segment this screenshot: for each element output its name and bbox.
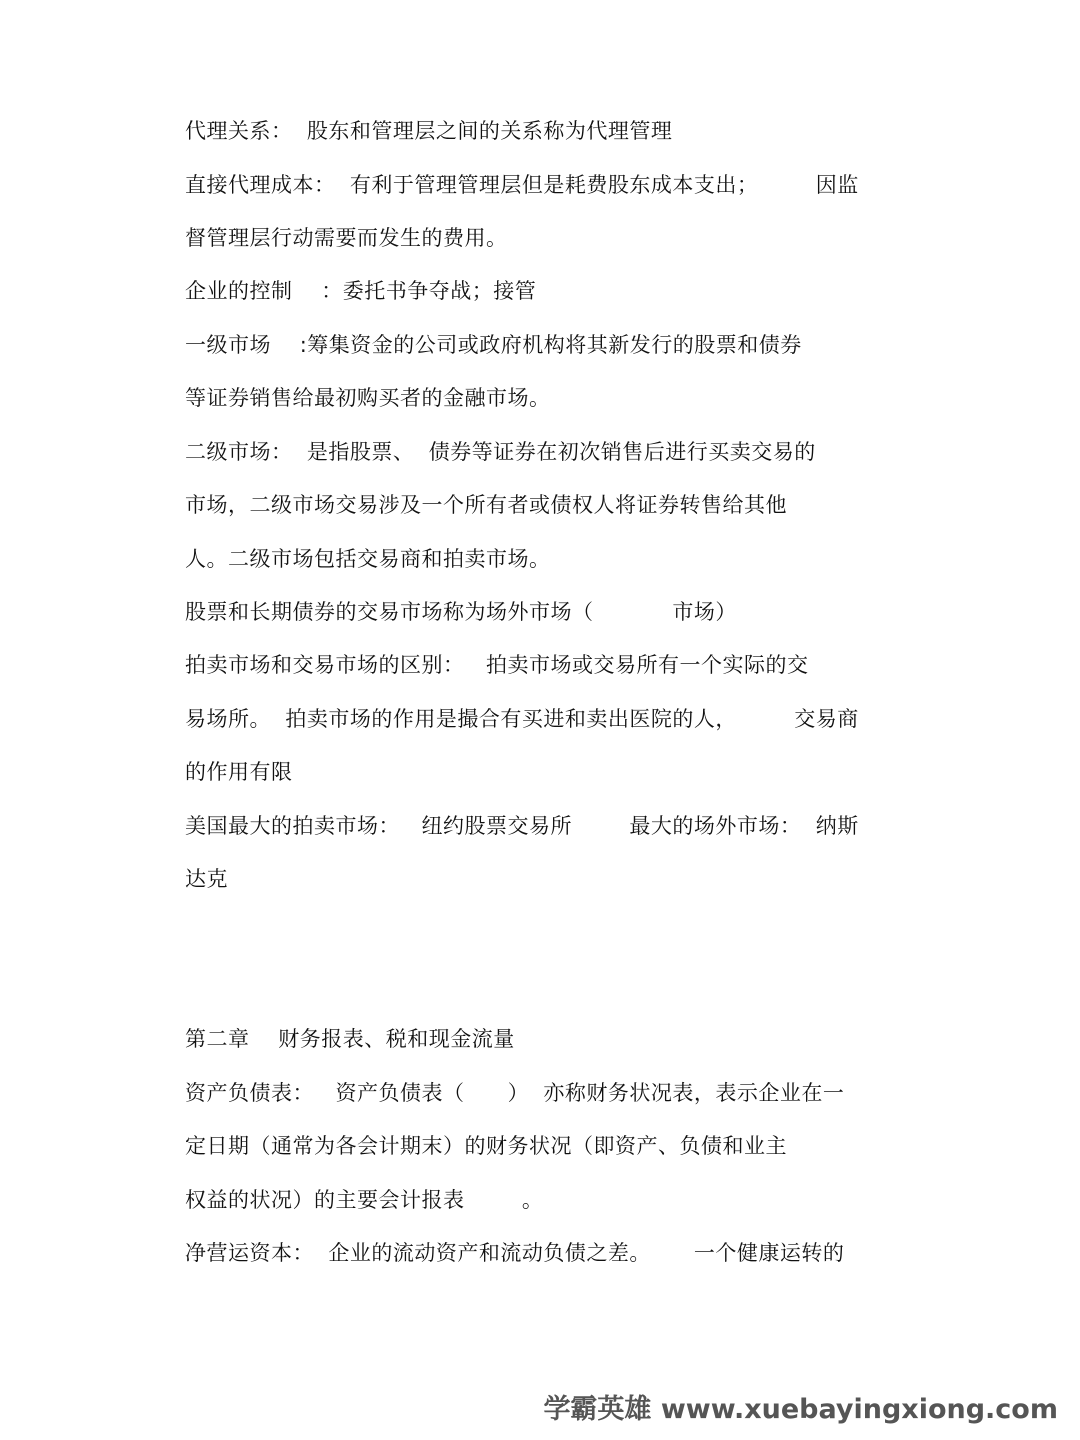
text-line-direct-agency-cost: 直接代理成本： 有利于管理管理层但是耗费股东成本支出； 因监 (185, 173, 859, 197)
text-line-largest-markets: 美国最大的拍卖市场： 纽约股票交易所 最大的场外市场： 纳斯 (185, 814, 859, 838)
text-line-balance-sheet-end: 权益的状况）的主要会计报表 。 (185, 1188, 544, 1212)
watermark-brand: 学霸英雄 (543, 1394, 652, 1425)
chapter-heading: 第二章 财务报表、税和现金流量 (185, 1027, 515, 1051)
text-line-balance-sheet: 资产负债表： 资产负债表（ ） 亦称财务状况表，表示企业在一 (185, 1081, 845, 1105)
text-line-auction-role: 易场所。 拍卖市场的作用是撮合有买进和卖出医院的人， 交易商 (185, 707, 859, 731)
text-line-nasdaq: 达克 (185, 867, 228, 891)
text-line-otc-market: 股票和长期债券的交易市场称为场外市场（ 市场） (185, 600, 737, 624)
text-line-balance-sheet-cont: 定日期（通常为各会计期末）的财务状况（即资产、负债和业主 (185, 1134, 787, 1158)
text-line-net-working-capital: 净营运资本： 企业的流动资产和流动负债之差。 一个健康运转的 (185, 1241, 845, 1265)
text-line-primary-market: 一级市场 :筹集资金的公司或政府机构将其新发行的股票和债券 (185, 333, 802, 357)
text-line-primary-market-cont: 等证券销售给最初购买者的金融市场。 (185, 386, 551, 410)
text-line-monitoring-cost: 督管理层行动需要而发生的费用。 (185, 226, 508, 250)
watermark-url: www.xuebayingxiong.com (660, 1394, 1058, 1425)
text-line-dealer-role: 的作用有限 (185, 760, 293, 784)
text-line-auction-vs-dealer: 拍卖市场和交易市场的区别： 拍卖市场或交易所有一个实际的交 (185, 653, 809, 677)
text-line-corporate-control: 企业的控制 ：委托书争夺战；接管 (185, 279, 537, 303)
watermark-footer (543, 1392, 1058, 1428)
text-line-secondary-market-end: 人。二级市场包括交易商和拍卖市场。 (185, 547, 551, 571)
text-line-agency-relationship: 代理关系： 股东和管理层之间的关系称为代理管理 (185, 119, 673, 143)
text-line-secondary-market: 二级市场： 是指股票、 债券等证券在初次销售后进行买卖交易的 (185, 440, 816, 464)
text-line-secondary-market-cont: 市场，二级市场交易涉及一个所有者或债权人将证券转售给其他 (185, 493, 787, 517)
